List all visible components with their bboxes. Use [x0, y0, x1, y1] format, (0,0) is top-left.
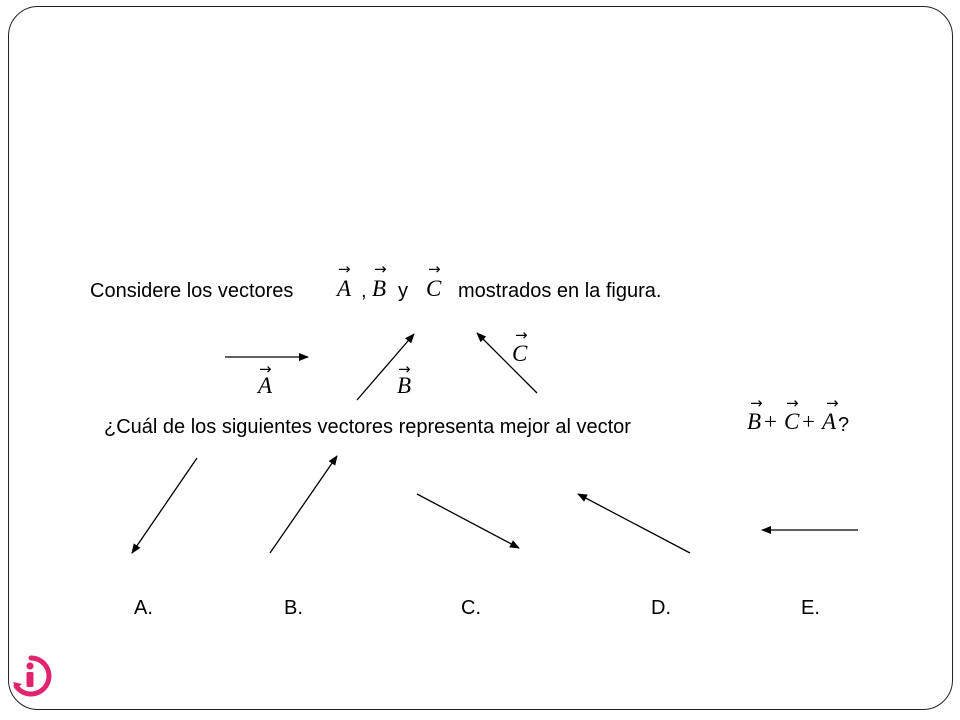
- option-c-arrow: [417, 494, 519, 548]
- expression-plus-1: +: [764, 409, 777, 434]
- option-b-label: B.: [284, 597, 303, 619]
- vector-a-symbol: A: [337, 276, 352, 301]
- option-d-arrow: [578, 494, 690, 553]
- figure-label-c: C: [512, 341, 528, 366]
- vector-arrow-icon: →: [398, 360, 411, 378]
- vector-arrow-icon: →: [786, 394, 799, 412]
- option-a-label: A.: [134, 597, 153, 619]
- expression-plus-2: +: [802, 409, 815, 434]
- option-c-label: C.: [461, 597, 481, 619]
- intro-text-end: mostrados en la figura.: [458, 280, 662, 302]
- vector-arrow-icon: →: [515, 326, 528, 344]
- vector-arrow-icon: →: [259, 360, 272, 378]
- option-e-label: E.: [801, 597, 820, 619]
- vector-c-symbol: C: [426, 276, 442, 301]
- question-mark: ?: [838, 414, 850, 436]
- expression-a: A: [822, 409, 837, 434]
- figure-label-a: A: [258, 373, 273, 398]
- figure-vector-c-arrow: [477, 333, 537, 393]
- and-text: y: [398, 280, 408, 302]
- question-prompt: ¿Cuál de los siguientes vectores representa mejor al vector: [104, 416, 631, 438]
- vector-arrow-icon: →: [374, 260, 387, 278]
- vector-arrow-icon: →: [428, 260, 441, 278]
- info-logo-icon: [10, 655, 52, 697]
- option-b-arrow: [270, 456, 337, 553]
- option-d-label: D.: [651, 597, 671, 619]
- expression-b: B: [747, 409, 762, 434]
- figure-vector-b-arrow: [357, 334, 414, 400]
- comma-text: ,: [361, 280, 367, 302]
- option-a-arrow: [132, 458, 197, 553]
- intro-text-start: Considere los vectores: [90, 280, 294, 302]
- vector-arrow-icon: →: [338, 260, 351, 278]
- vector-arrow-icon: →: [750, 394, 763, 412]
- expression-c: C: [784, 409, 800, 434]
- vector-arrow-icon: →: [826, 394, 839, 412]
- figure-label-b: B: [397, 373, 412, 398]
- vector-b-symbol: B: [372, 276, 387, 301]
